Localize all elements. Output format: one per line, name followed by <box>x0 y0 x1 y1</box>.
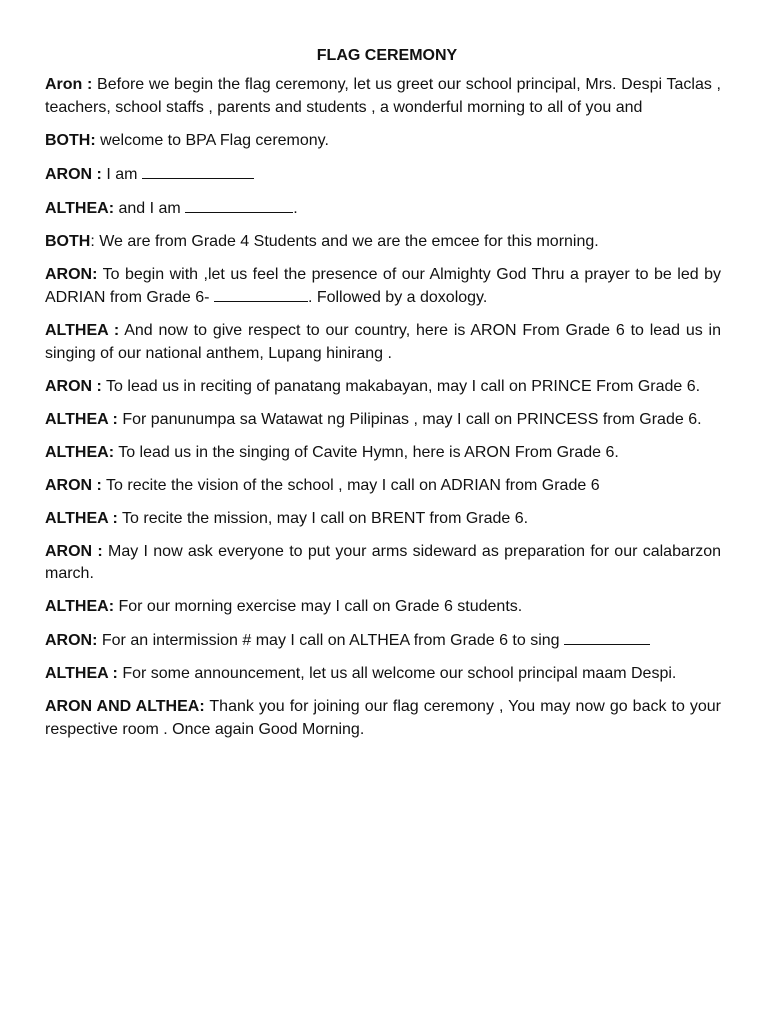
speaker-label: ARON : <box>45 165 102 183</box>
speaker-label: ALTHEA : <box>45 665 118 682</box>
line-text-after: . Followed by a doxology. <box>307 289 488 306</box>
line-text: To lead us in reciting of panatang makabayan, may I call on PRINCE From Grade 6. <box>101 377 701 395</box>
speaker-label: ALTHEA : <box>45 322 120 339</box>
fill-in-blank <box>214 286 308 302</box>
line-text: I am <box>101 165 142 183</box>
speaker-label: ARON: <box>45 265 98 283</box>
script-line <box>45 475 721 498</box>
script-line <box>45 629 721 653</box>
line-text: For some announcement, let us all welcome our school principal maam Despi. <box>117 665 677 682</box>
script-line <box>45 663 721 686</box>
line-text: : We are from Grade 4 Students and we are the emcee for this morning. <box>90 232 599 250</box>
line-text: For an intermission # may I call on ALTHEA from Grade 6 to sing <box>97 632 564 649</box>
line-text-after: . <box>293 199 298 217</box>
script-line <box>45 163 721 187</box>
line-text: For our morning exercise may I call on Grade 6 students. <box>114 598 523 615</box>
line-text: To begin with ,let us feel the presence of our Almighty God Thru a prayer to be led by ADRIAN from Grade 6- <box>45 265 721 306</box>
fill-in-blank <box>185 197 293 213</box>
line-text: To lead us in the singing of Cavite Hymn, here is ARON From Grade 6. <box>114 443 619 461</box>
document-page <box>45 45 721 752</box>
line-text: May I now ask everyone to put your arms sideward as preparation for our calabarzon march. <box>45 542 721 582</box>
speaker-label: BOTH: <box>45 131 96 149</box>
script-line <box>45 696 721 741</box>
speaker-label: ALTHEA: <box>45 199 115 217</box>
script-line <box>45 442 721 465</box>
speaker-label: ARON: <box>45 632 98 649</box>
script-line <box>45 596 721 619</box>
speaker-label: ALTHEA: <box>45 443 115 461</box>
speaker-label: ARON : <box>45 377 102 395</box>
line-text: To recite the vision of the school , may I call on ADRIAN from Grade 6 <box>101 476 600 494</box>
script-line <box>45 508 721 531</box>
speaker-label: Aron : <box>45 76 93 93</box>
line-text: And now to give respect to our country, here is ARON From Grade 6 to lead us in singing of our national anthem, Lupang hinirang . <box>45 322 722 362</box>
speaker-label: ARON : <box>45 542 103 560</box>
line-text: and I am <box>114 199 186 217</box>
speaker-label: ALTHEA: <box>45 598 115 615</box>
script-line <box>45 264 721 310</box>
speaker-label: ALTHEA : <box>45 509 118 527</box>
line-text: For panunumpa sa Watawat ng Pilipinas , may I call on PRINCESS from Grade 6. <box>117 410 702 428</box>
speaker-label: ALTHEA : <box>45 410 118 428</box>
line-text: Thank you for joining our flag ceremony , You may now go back to your respective room . Once again Good Morning. <box>45 698 721 738</box>
script-line <box>45 541 721 586</box>
script-line <box>45 320 721 365</box>
line-text: welcome to BPA Flag ceremony. <box>95 131 329 149</box>
script-line <box>45 197 721 221</box>
speaker-label: BOTH <box>45 232 91 250</box>
document-title: FLAG CEREMONY <box>316 47 458 64</box>
script-line <box>45 409 721 432</box>
line-text: To recite the mission, may I call on BRENT from Grade 6. <box>117 509 529 527</box>
script-line <box>45 74 721 119</box>
speaker-label: ARON : <box>45 476 102 494</box>
script-line <box>45 130 721 153</box>
script-line <box>45 231 721 254</box>
script-line <box>45 376 721 399</box>
fill-in-blank <box>142 163 254 179</box>
speaker-label: ARON AND ALTHEA: <box>45 698 205 715</box>
line-text: Before we begin the flag ceremony, let us greet our school principal, Mrs. Despi Taclas , teachers, school staffs , parents and students , a wonderful morning to all of you and <box>45 76 721 116</box>
fill-in-blank <box>564 629 650 645</box>
